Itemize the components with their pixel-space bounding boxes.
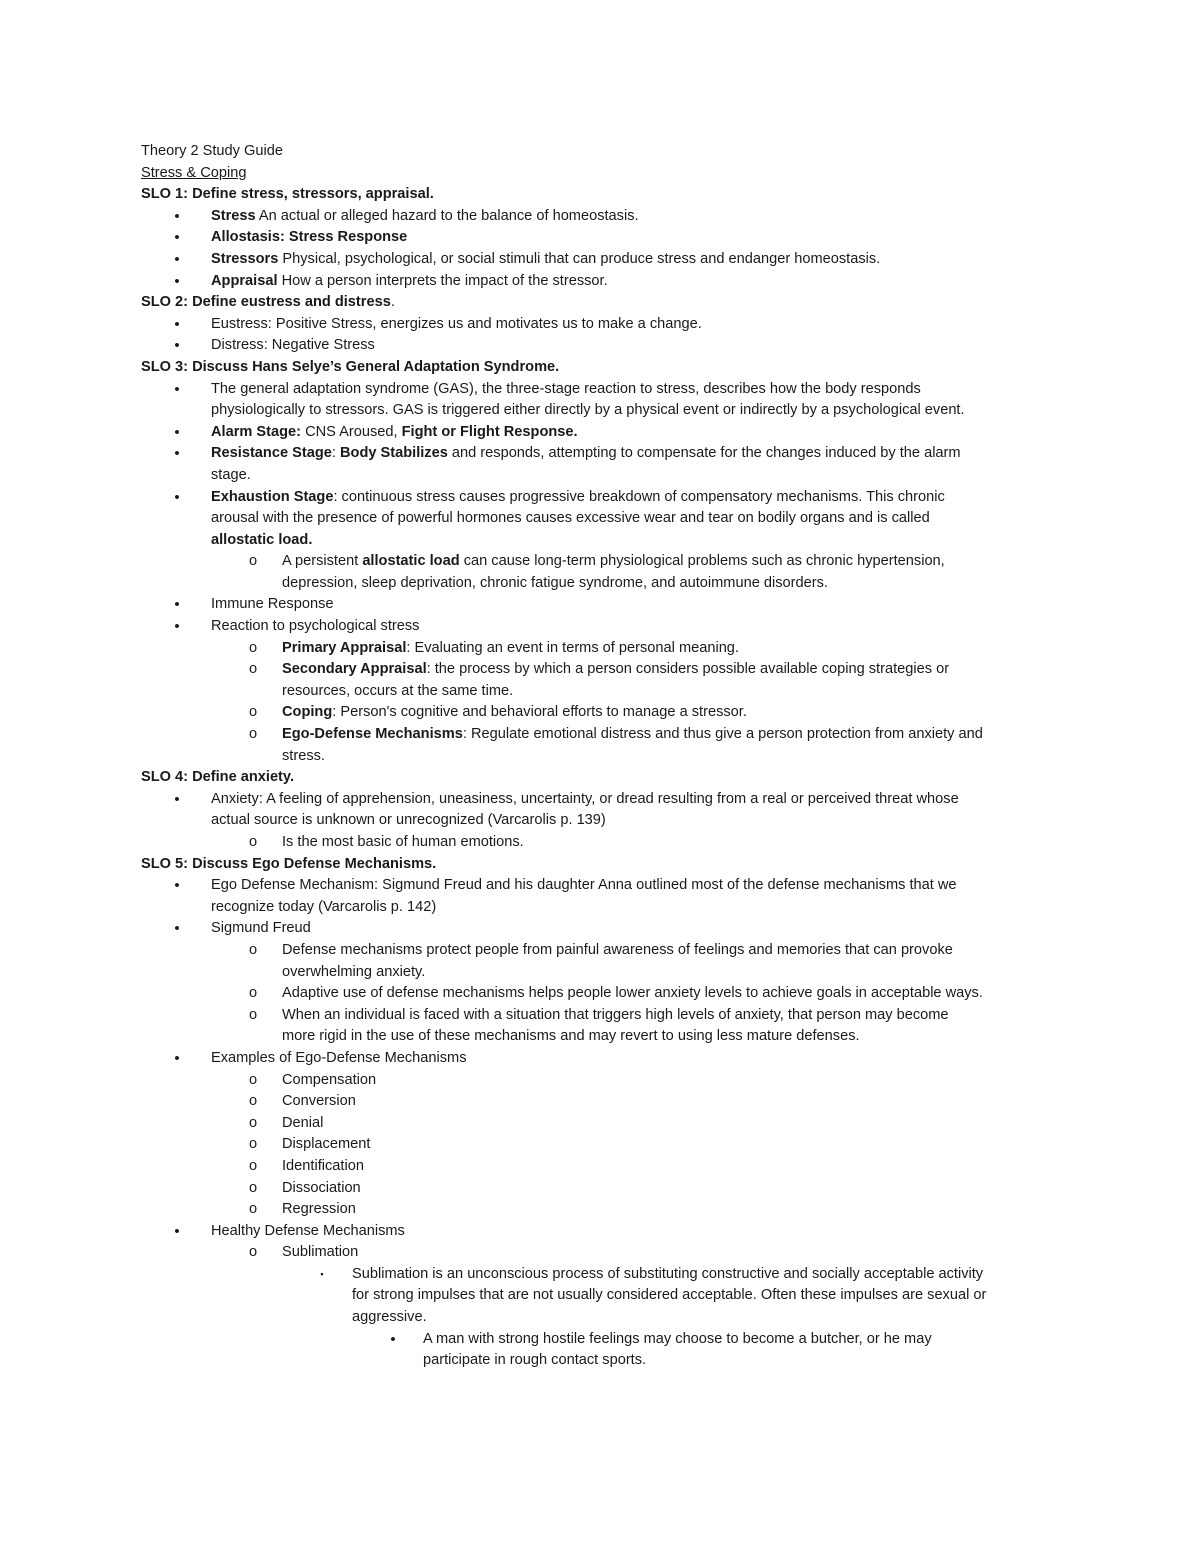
text-run: Ego Defense Mechanism: Sigmund Freud and his daughter Anna outlined most of the defense mechanisms that we bbox=[211, 877, 957, 894]
text-run: Fight or Flight Response. bbox=[401, 423, 578, 440]
bullet-marker-icon: • bbox=[174, 488, 180, 506]
text-run: Sublimation bbox=[282, 1244, 359, 1261]
list-item bbox=[0, 875, 1200, 897]
text-run: A man with strong hostile feelings may choose to become a butcher, or he may bbox=[423, 1330, 932, 1347]
bullet-marker-icon: • bbox=[174, 272, 180, 290]
circle-marker-icon: o bbox=[248, 639, 258, 656]
list-item bbox=[0, 249, 1200, 271]
circle-marker-icon: o bbox=[248, 553, 258, 570]
text-run: Physical, psychological, or social stimuli that can produce stress and endanger homeostasis. bbox=[278, 250, 881, 267]
list-item bbox=[0, 1242, 1200, 1264]
circle-marker-icon: o bbox=[248, 1093, 258, 1110]
text-run: Appraisal bbox=[211, 272, 278, 289]
list-item bbox=[0, 335, 1200, 357]
text-run: arousal with the presence of powerful hormones causes excessive wear and tear on bodily organs and is called bbox=[211, 510, 930, 527]
slo-heading bbox=[0, 854, 1200, 876]
text-run: Primary Appraisal bbox=[282, 639, 407, 656]
text-run: . bbox=[390, 294, 395, 311]
document-title: Theory 2 Study Guide bbox=[141, 143, 283, 159]
text-run: stress. bbox=[282, 747, 325, 764]
text-run: Compensation bbox=[282, 1071, 377, 1088]
circle-marker-icon: o bbox=[248, 1244, 258, 1261]
list-item bbox=[0, 681, 1200, 703]
text-run: : bbox=[331, 445, 340, 462]
text-run: Eustress: Positive Stress, energizes us and motivates us to make a change. bbox=[211, 315, 702, 332]
text-run: Adaptive use of defense mechanisms helps people lower anxiety levels to achieve goals in acceptable ways. bbox=[282, 985, 983, 1002]
list-item bbox=[0, 659, 1200, 681]
bullet-marker-icon: • bbox=[174, 380, 180, 398]
list-item bbox=[0, 810, 1200, 832]
text-run: Regression bbox=[282, 1201, 356, 1218]
list-item bbox=[0, 940, 1200, 962]
bullet-marker-icon: • bbox=[174, 250, 180, 268]
text-run: A persistent bbox=[282, 553, 363, 570]
list-item bbox=[0, 616, 1200, 638]
slo-1-heading: SLO 1: Define stress, stressors, appraisal. bbox=[141, 186, 434, 203]
text-run: : Person's cognitive and behavioral efforts to manage a stressor. bbox=[332, 704, 747, 721]
square-marker-icon: ▪ bbox=[320, 1268, 324, 1279]
text-run: can cause long-term physiological problems such as chronic hypertension, bbox=[459, 553, 945, 570]
list-item bbox=[0, 724, 1200, 746]
text-run: Healthy Defense Mechanisms bbox=[211, 1222, 405, 1239]
text-run: Examples of Ego-Defense Mechanisms bbox=[211, 1049, 467, 1066]
text-run: : Regulate emotional distress and thus give a person protection from anxiety and bbox=[462, 726, 983, 743]
text-run: stage. bbox=[211, 466, 251, 483]
bullet-marker-icon: • bbox=[174, 877, 180, 895]
text-run: Sublimation is an unconscious process of substituting constructive and socially acceptable activity bbox=[352, 1265, 984, 1282]
bullet-marker-icon: • bbox=[174, 229, 180, 247]
text-run: Is the most basic of human emotions. bbox=[282, 834, 524, 850]
slo-heading bbox=[0, 767, 1200, 789]
circle-marker-icon: o bbox=[248, 1201, 258, 1218]
bullet-marker-icon: • bbox=[174, 920, 180, 938]
circle-marker-icon: o bbox=[248, 704, 258, 721]
bullet-marker-icon: • bbox=[174, 315, 180, 333]
list-item bbox=[0, 1307, 1200, 1329]
text-run: SLO 3: Discuss Hans Selye’s General Adaptation Syndrome. bbox=[141, 358, 560, 375]
text-run: : continuous stress causes progressive breakdown of compensatory mechanisms. This chronic bbox=[333, 488, 945, 505]
slo-heading bbox=[0, 292, 1200, 314]
list-item bbox=[0, 983, 1200, 1005]
list-item bbox=[0, 1005, 1200, 1027]
text-run: recognize today (Varcarolis p. 142) bbox=[211, 898, 437, 915]
list-item bbox=[0, 638, 1200, 660]
text-run: : the process by which a person considers possible available coping strategies or bbox=[426, 661, 950, 678]
text-run: : Evaluating an event in terms of personal meaning. bbox=[406, 639, 739, 656]
bullet-marker-icon: • bbox=[174, 1049, 180, 1067]
bullet-marker-icon: • bbox=[174, 337, 180, 355]
list-item bbox=[0, 832, 1200, 854]
list-item bbox=[0, 789, 1200, 811]
list-item bbox=[0, 530, 1200, 552]
list-item bbox=[0, 594, 1200, 616]
text-run: depression, sleep deprivation, chronic fatigue syndrome, and autoimmune disorders. bbox=[282, 574, 828, 591]
text-run: Defense mechanisms protect people from painful awareness of feelings and memories that can provoke bbox=[282, 941, 953, 958]
list-item bbox=[0, 1156, 1200, 1178]
list-item bbox=[0, 1113, 1200, 1135]
bullet-marker-icon: • bbox=[174, 207, 180, 225]
text-run: Distress: Negative Stress bbox=[211, 337, 375, 354]
list-item bbox=[0, 508, 1200, 530]
text-run: SLO 2: Define eustress and distress bbox=[141, 294, 391, 311]
text-run: SLO 5: Discuss Ego Defense Mechanisms. bbox=[141, 855, 437, 872]
text-run: allostatic load. bbox=[211, 531, 313, 548]
list-item bbox=[0, 702, 1200, 724]
circle-marker-icon: o bbox=[248, 1071, 258, 1088]
text-run: for strong impulses that are not usually considered acceptable. Often these impulses are sexual or bbox=[352, 1287, 987, 1304]
text-run: participate in rough contact sports. bbox=[423, 1352, 647, 1369]
bullet-marker-icon: • bbox=[174, 445, 180, 463]
bullet-marker-icon: • bbox=[174, 1222, 180, 1240]
list-item bbox=[0, 573, 1200, 595]
text-run: SLO 4: Define anxiety. bbox=[141, 769, 295, 786]
list-item bbox=[0, 1264, 1200, 1286]
section-heading: Stress & Coping bbox=[141, 164, 247, 181]
text-run: The general adaptation syndrome (GAS), the three-stage reaction to stress, describes how the body responds bbox=[211, 380, 921, 397]
text-run: An actual or alleged hazard to the balance of homeostasis. bbox=[255, 207, 639, 224]
text-run: Alarm Stage: bbox=[211, 423, 302, 440]
list-item bbox=[0, 551, 1200, 573]
list-item bbox=[0, 746, 1200, 768]
list-item bbox=[0, 443, 1200, 465]
circle-marker-icon: o bbox=[248, 1114, 258, 1131]
list-item bbox=[0, 400, 1200, 422]
list-item bbox=[0, 422, 1200, 444]
list-item bbox=[0, 1134, 1200, 1156]
text-run: Immune Response bbox=[211, 596, 334, 613]
circle-marker-icon: o bbox=[248, 1006, 258, 1023]
document-body bbox=[0, 206, 1200, 1372]
text-run: physiologically to stressors. GAS is triggered either directly by a physical event or indirectly by a psychological event. bbox=[211, 402, 965, 419]
list-item bbox=[0, 379, 1200, 401]
text-run: and responds, attempting to compensate for the changes induced by the alarm bbox=[447, 445, 961, 462]
list-item bbox=[0, 1091, 1200, 1113]
text-run: Displacement bbox=[282, 1136, 371, 1153]
text-run: Resistance Stage bbox=[211, 445, 332, 462]
circle-marker-icon: o bbox=[248, 1157, 258, 1174]
list-item bbox=[0, 206, 1200, 228]
list-item bbox=[0, 962, 1200, 984]
list-item bbox=[0, 465, 1200, 487]
text-run: Denial bbox=[282, 1114, 324, 1131]
bullet-marker-icon: • bbox=[174, 596, 180, 614]
list-item bbox=[0, 1221, 1200, 1243]
list-item bbox=[0, 1048, 1200, 1070]
text-run: Anxiety: A feeling of apprehension, uneasiness, uncertainty, or dread resulting from a real or perceived threat whose bbox=[211, 790, 959, 807]
text-run: Body Stabilizes bbox=[339, 445, 448, 462]
bullet-marker-icon: • bbox=[174, 423, 180, 441]
text-run: Conversion bbox=[282, 1093, 356, 1110]
list-item bbox=[0, 1350, 1200, 1372]
text-run: allostatic load bbox=[362, 553, 460, 570]
text-run: more rigid in the use of these mechanisms and may revert to using less mature defenses. bbox=[282, 1028, 860, 1045]
circle-marker-icon: o bbox=[248, 1179, 258, 1196]
circle-marker-icon: o bbox=[248, 985, 258, 1002]
list-item bbox=[0, 1285, 1200, 1307]
list-item bbox=[0, 1026, 1200, 1048]
text-run: resources, occurs at the same time. bbox=[282, 682, 514, 699]
text-run: Allostasis: Stress Response bbox=[211, 229, 408, 246]
list-item bbox=[0, 1178, 1200, 1200]
bullet-marker-icon: • bbox=[174, 618, 180, 636]
bullet-marker-icon: • bbox=[174, 790, 180, 808]
text-run: Stress bbox=[211, 207, 256, 224]
list-item bbox=[0, 1199, 1200, 1221]
text-run: Ego-Defense Mechanisms bbox=[282, 726, 463, 743]
text-run: How a person interprets the impact of the stressor. bbox=[277, 272, 608, 289]
text-run: Coping bbox=[282, 704, 333, 721]
circle-marker-icon: o bbox=[248, 834, 258, 850]
list-item bbox=[0, 1329, 1200, 1351]
text-run: Exhaustion Stage bbox=[211, 488, 334, 505]
circle-marker-icon: o bbox=[248, 661, 258, 678]
text-run: When an individual is faced with a situation that triggers high levels of anxiety, that person may become bbox=[282, 1006, 949, 1023]
text-run: actual source is unknown or unrecognized (Varcarolis p. 139) bbox=[211, 812, 606, 829]
circle-marker-icon: o bbox=[248, 1136, 258, 1153]
text-run: Sigmund Freud bbox=[211, 920, 311, 937]
text-run: Stressors bbox=[211, 250, 279, 267]
list-item bbox=[0, 487, 1200, 509]
list-item bbox=[0, 897, 1200, 919]
text-run: Secondary Appraisal bbox=[282, 661, 427, 678]
text-run: overwhelming anxiety. bbox=[282, 963, 426, 980]
text-run: Identification bbox=[282, 1157, 364, 1174]
list-item bbox=[0, 314, 1200, 336]
circle-marker-icon: o bbox=[248, 941, 258, 958]
circle-marker-icon: o bbox=[248, 726, 258, 743]
list-item bbox=[0, 227, 1200, 249]
bullet-marker-icon: • bbox=[390, 1330, 396, 1348]
list-item bbox=[0, 1070, 1200, 1092]
text-run: CNS Aroused, bbox=[301, 423, 402, 440]
list-item bbox=[0, 918, 1200, 940]
text-run: aggressive. bbox=[352, 1309, 427, 1326]
text-run: Dissociation bbox=[282, 1179, 361, 1196]
slo-heading bbox=[0, 357, 1200, 379]
list-item bbox=[0, 271, 1200, 293]
text-run: Reaction to psychological stress bbox=[211, 618, 420, 635]
